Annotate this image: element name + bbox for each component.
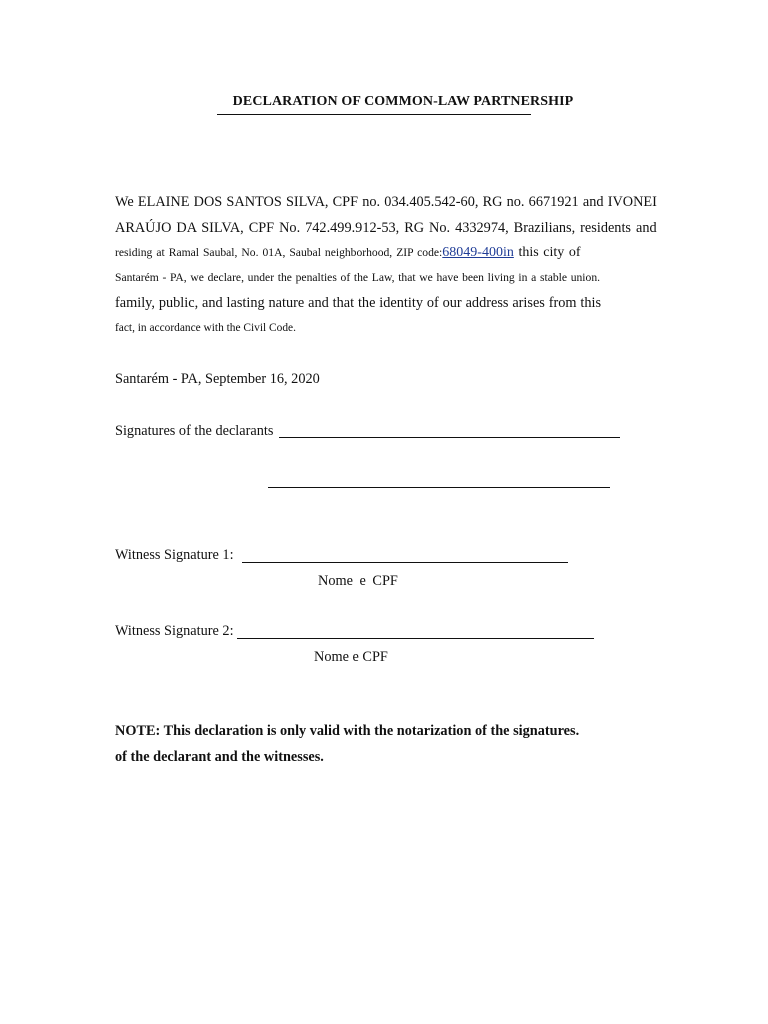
witness-1-signature-line xyxy=(242,562,568,563)
body-line-3-end: this city of xyxy=(513,245,581,260)
witness-1-caption: Nome e CPF xyxy=(318,573,398,589)
place-date: Santarém - PA, September 16, 2020 xyxy=(115,371,320,387)
declarants-signature-label: Signatures of the declarants xyxy=(115,423,274,439)
note-line-2: of the declarant and the witnesses. xyxy=(115,749,324,765)
document-title: DECLARATION OF COMMON-LAW PARTNERSHIP xyxy=(232,94,574,109)
body-line-2: ARAÚJO DA SILVA, CPF No. 742.499.912-53, RG No. 4332974, Brazilians, residents and xyxy=(115,220,657,236)
body-line-5: family, public, and lasting nature and that the identity of our address arises from this xyxy=(115,295,602,311)
witness-2-label: Witness Signature 2: xyxy=(115,623,234,639)
witness-2-signature-line xyxy=(237,638,594,639)
witness-2-caption: Nome e CPF xyxy=(314,649,388,665)
note-line-1: NOTE: This declaration is only valid with the notarization of the signatures. xyxy=(115,723,580,739)
title-underline xyxy=(217,114,531,115)
body-line-1: We ELAINE DOS SANTOS SILVA, CPF no. 034.405.542-60, RG no. 6671921 and IVONEI xyxy=(115,194,657,210)
zip-code-link[interactable]: 68049-400in xyxy=(442,245,514,260)
body-line-6: fact, in accordance with the Civil Code. xyxy=(115,322,296,334)
body-line-3-start: residing at Ramal Saubal, No. 01A, Saubal neighborhood, ZIP code: xyxy=(115,246,443,259)
body-line-3 xyxy=(115,245,581,261)
body-line-4: Santarém - PA, we declare, under the penalties of the Law, that we have been living in a stable union. xyxy=(115,271,601,284)
declarant-signature-line-1 xyxy=(279,437,620,438)
declarant-signature-line-2 xyxy=(268,487,610,488)
witness-1-label: Witness Signature 1: xyxy=(115,547,234,563)
